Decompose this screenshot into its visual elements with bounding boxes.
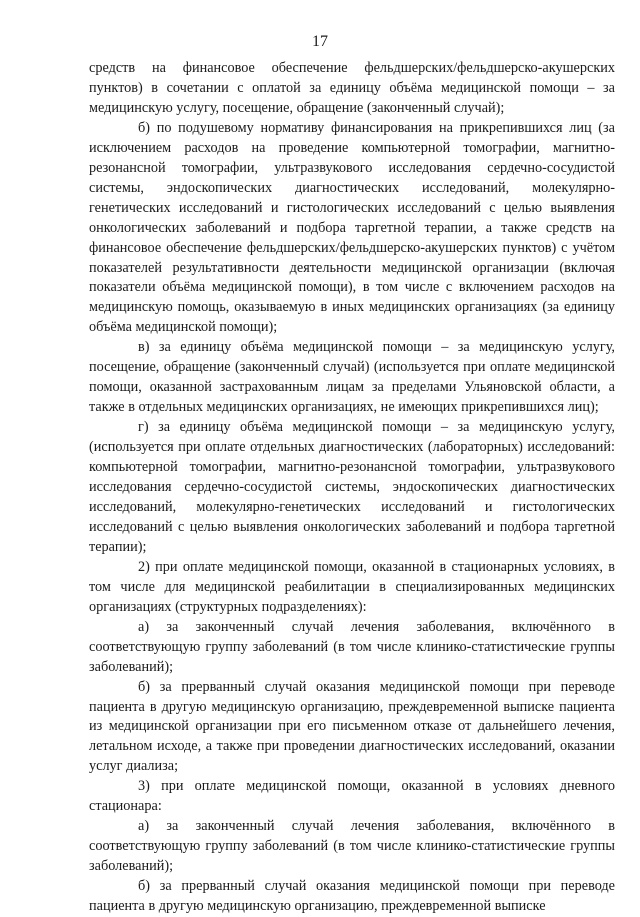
paragraph-section-2-inpatient: 2) при оплате медицинской помощи, оказанной в стационарных условиях, в том числе для медицинской реабилитации в специализированных медицинских организациях (структурных подразделениях): xyxy=(89,558,615,615)
document-body xyxy=(89,59,615,917)
paragraph-item-a-completed-case: а) за законченный случай лечения заболевания, включённого в соответствующую группу заболеваний (в том числе клинико-статистические группы заболеваний); xyxy=(89,618,615,675)
paragraph-section-3-day-hospital: 3) при оплате медицинской помощи, оказанной в условиях дневного стационара: xyxy=(89,778,615,815)
paragraph-item-a-completed-case-day: а) за законченный случай лечения заболевания, включённого в соответствующую группу заболеваний (в том числе клинико-статистические группы заболеваний); xyxy=(89,818,615,875)
paragraph-item-b-capitation: б) по подушевому нормативу финансирования на прикрепившихся лиц (за исключением расходов на проведение компьютерной томографии, магнитно-резонансной томографии, ультразвукового исследования сердечно-сосудистой системы, эндоскопических диагностических исследований, молекулярно-генетических исследований и гистологических исследований с целью выявления онкологических заболеваний и подбора таргетной терапии, а также средств на финансовое обеспечение фельдшерских/фельдшерско-акушерских пунктов) с учётом показателей результативности деятельности медицинской организации (включая показатели объёма медицинской помощи), в том числе с включением расходов на медицинскую помощь, оказываемую в иных медицинских организациях (за единицу объёма медицинской помощи); xyxy=(89,119,615,336)
paragraph-item-b-interrupted-case-day: б) за прерванный случай оказания медицинской помощи при переводе пациента в другую медицинскую организацию, преждевременной выписке xyxy=(89,878,615,915)
paragraph-continuation: средств на финансовое обеспечение фельдшерских/фельдшерско-акушерских пунктов) в сочетании с оплатой за единицу объёма медицинской помощи – за медицинскую услугу, посещение, обращение (законченный случай); xyxy=(89,60,615,116)
paragraph-item-v-unit-volume: в) за единицу объёма медицинской помощи – за медицинскую услугу, посещение, обращение (законченный случай) (используется при оплате медицинской помощи, оказанной застрахованным лицам за пределами Ульяновской области, а также в отдельных медицинских организациях, не имеющих прикрепившихся лиц); xyxy=(89,339,615,416)
paragraph-item-b-interrupted-case: б) за прерванный случай оказания медицинской помощи при переводе пациента в другую медицинскую организацию, преждевременной выписке пациента из медицинской организации при его письменном отказе от дальнейшего лечения, летальном исходе, а также при проведении диагностических исследований, оказании услуг диализа; xyxy=(89,678,615,775)
page-number: 17 xyxy=(312,33,328,50)
paragraph-item-g-diagnostic: г) за единицу объёма медицинской помощи – за медицинскую услугу, (используется при оплате отдельных диагностических (лабораторных) исследований: компьютерной томографии, магнитно-резонансной томографии, ультразвукового исследования сердечно-сосудистой системы, эндоскопических диагностических исследований, молекулярно-генетических исследований и гистологических исследований с целью выявления онкологических заболеваний и подбора таргетной терапии); xyxy=(89,419,615,555)
